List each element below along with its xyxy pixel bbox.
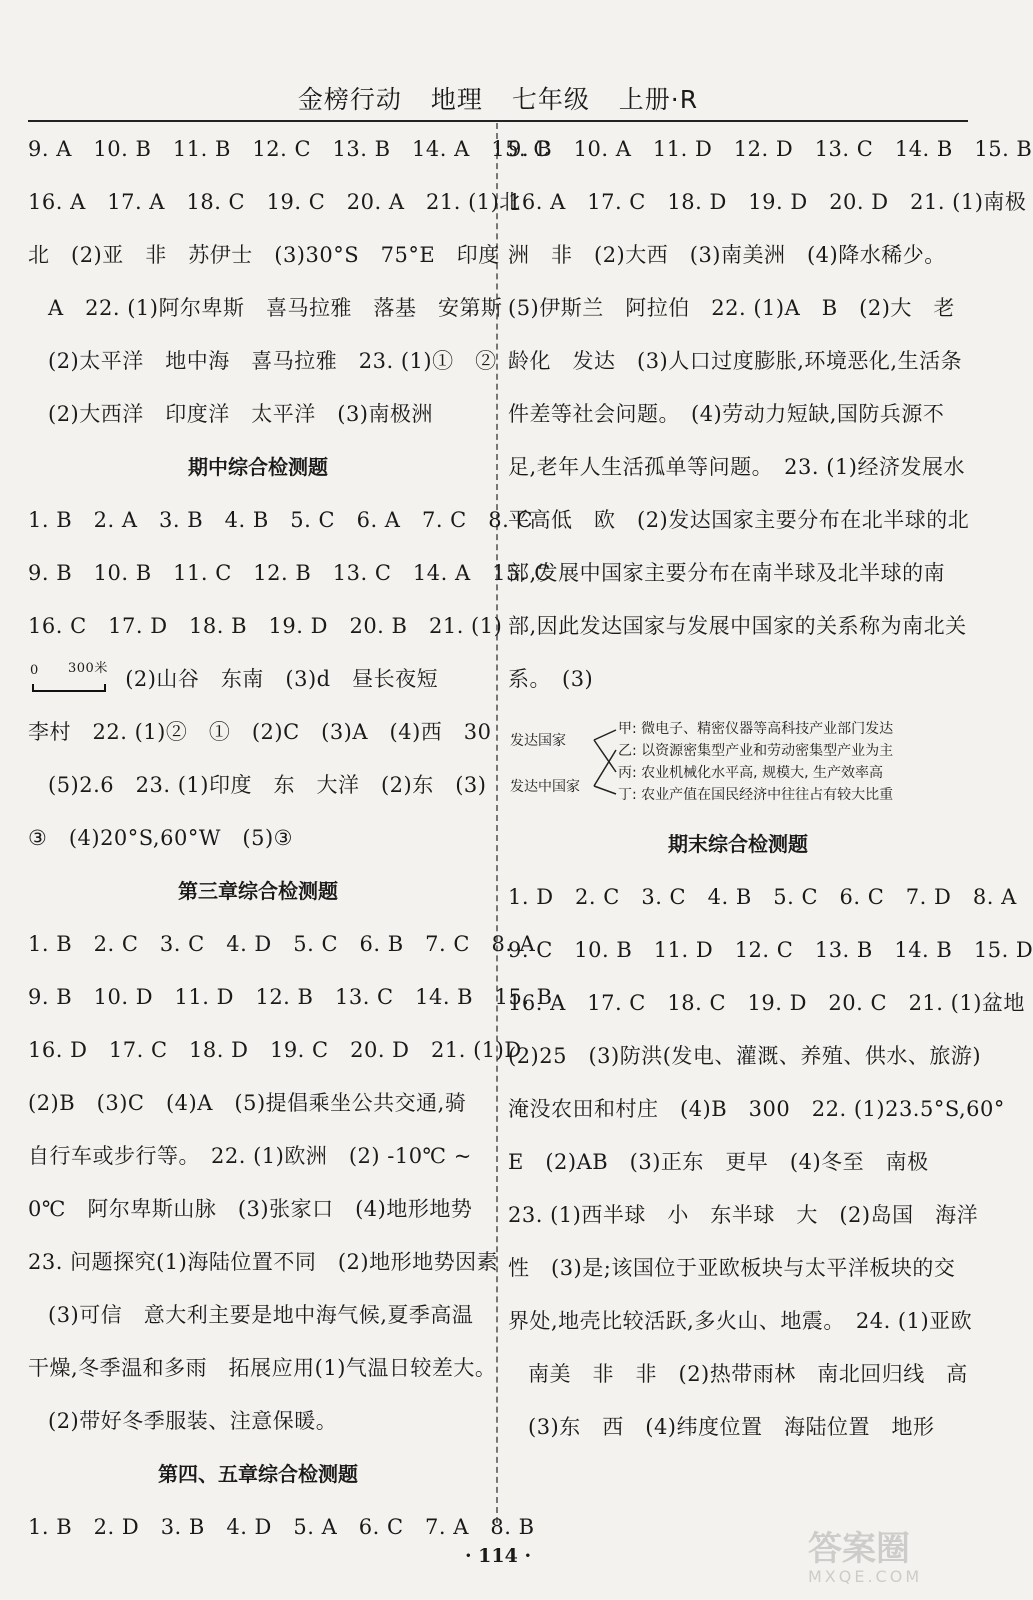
header-series: 金榜行动 — [297, 85, 402, 114]
scale-bar-line — [32, 684, 106, 692]
answer-line: 足,老年人生活孤单等问题。 23. (1)经济发展水 — [508, 455, 965, 479]
header-grade: 七年级 — [511, 85, 590, 114]
diagram-item: 甲: 微电子、精密仪器等高科技产业部门发达 — [618, 721, 894, 737]
answer-line: 李村 22. (1)② ① (2)C (3)A (4)西 30 — [28, 720, 492, 744]
answer-line: (3)东 西 (4)纬度位置 海陆位置 地形 — [528, 1415, 935, 1439]
answer-line: 1. B 2. A 3. B 4. B 5. C 6. A 7. C 8. C — [28, 508, 534, 532]
answer-line: 9. B 10. A 11. D 12. D 13. C 14. B 15. B — [508, 137, 1033, 161]
answer-line: 1. D 2. C 3. C 4. B 5. C 6. C 7. D 8. A — [508, 885, 1017, 909]
diagram-item: 乙: 以资源密集型产业和劳动密集型产业为主 — [618, 743, 894, 759]
answer-line: 16. D 17. C 18. D 19. C 20. D 21. (1)D — [28, 1038, 522, 1062]
answer-line: ③ (4)20°S,60°W (5)③ — [28, 826, 293, 850]
answer-line: (2)太平洋 地中海 喜马拉雅 23. (1)① ② — [48, 349, 497, 373]
answer-line: 平高低 欧 (2)发达国家主要分布在北半球的北 — [508, 508, 970, 532]
page-number: · 114 · — [464, 1545, 532, 1567]
answer-line: 界处,地壳比较活跃,多火山、地震。 24. (1)亚欧 — [508, 1309, 973, 1333]
answer-line: E (2)AB (3)正东 更早 (4)冬至 南极 — [508, 1150, 929, 1174]
answer-line: 洲 非 (2)大西 (3)南美洲 (4)降水稀少。 — [508, 243, 946, 267]
answer-line: 16. A 17. A 18. C 19. C 20. A 21. (1)北 — [28, 190, 521, 214]
answer-line: 干燥,冬季温和多雨 拓展应用(1)气温日较差大。 — [28, 1356, 497, 1380]
answer-line: 9. A 10. B 11. B 12. C 13. B 14. A 15. C — [28, 137, 550, 161]
answer-line: 16. A 17. C 18. D 19. D 20. D 21. (1)南极 — [508, 190, 1027, 214]
answer-line: (3)可信 意大利主要是地中海气候,夏季高温 — [48, 1303, 474, 1327]
answer-text: (2)山谷 东南 (3)d 昼长夜短 — [125, 667, 439, 691]
page-header — [28, 80, 968, 122]
scale-zero: 0 — [30, 662, 39, 678]
header-subject: 地理 — [430, 85, 483, 114]
answer-line: (2)25 (3)防洪(发电、灌溉、养殖、供水、旅游) — [508, 1044, 982, 1068]
answer-line: 淹没农田和村庄 (4)B 300 22. (1)23.5°S,60° — [508, 1097, 1005, 1121]
answer-line: 部,因此发达国家与发展中国家的关系称为南北关 — [508, 614, 967, 638]
watermark-text: 答案圈 — [808, 1529, 910, 1569]
diagram-label-developing: 发达中国家 — [510, 779, 580, 795]
answer-line: 部,发展中国家主要分布在南半球及北半球的南 — [508, 561, 946, 585]
answer-line: A 22. (1)阿尔卑斯 喜马拉雅 落基 安第斯 — [48, 296, 503, 320]
answer-line: 0℃ 阿尔卑斯山脉 (3)张家口 (4)地形地势 — [28, 1197, 473, 1221]
scale-bar — [28, 660, 118, 696]
right-column — [508, 123, 1033, 1454]
answer-line: 自行车或步行等。 22. (1)欧洲 (2) -10℃ ~ — [28, 1144, 472, 1168]
section-title-chapter3: 第三章综合检测题 — [178, 879, 338, 903]
answer-line: 9. B 10. D 11. D 12. B 13. C 14. B 15. B — [28, 985, 553, 1009]
answer-line: (5)2.6 23. (1)印度 东 大洋 (2)东 (3) — [48, 773, 487, 797]
section-title-chapter4-5: 第四、五章综合检测题 — [158, 1462, 358, 1486]
answer-line: 16. C 17. D 18. B 19. D 20. B 21. (1) — [28, 614, 503, 638]
diagram-item: 丙: 农业机械化水平高, 规模大, 生产效率高 — [618, 765, 883, 781]
answer-line: 龄化 发达 (3)人口过度膨胀,环境恶化,生活条 — [508, 349, 963, 373]
answer-line: 1. B 2. C 3. C 4. D 5. C 6. B 7. C 8. A — [28, 932, 536, 956]
answer-line: 16. A 17. C 18. C 19. D 20. C 21. (1)盆地 — [508, 991, 1025, 1015]
watermark-url: MXQE.COM — [808, 1567, 923, 1586]
answer-line: 23. 问题探究(1)海陆位置不同 (2)地形地势因素 — [28, 1250, 499, 1274]
answer-line: 北 (2)亚 非 苏伊士 (3)30°S 75°E 印度 — [28, 243, 500, 267]
scale-label: 300米 — [68, 660, 108, 676]
answer-line: 件差等社会问题。 (4)劳动力短缺,国防兵源不 — [508, 402, 945, 426]
answer-line: (2)大西洋 印度洋 太平洋 (3)南极洲 — [48, 402, 433, 426]
answer-line: (5)伊斯兰 阿拉伯 22. (1)A B (2)大 老 — [508, 296, 955, 320]
header-volume: 上册·R — [618, 85, 699, 114]
answer-line: (2)带好冬季服装、注意保暖。 — [48, 1409, 338, 1433]
answer-line: (2)B (3)C (4)A (5)提倡乘坐公共交通,骑 — [28, 1091, 467, 1115]
answer-line: 南美 非 非 (2)热带雨林 南北回归线 高 — [528, 1362, 968, 1386]
diagram-label-developed: 发达国家 — [510, 733, 566, 749]
matching-diagram — [508, 706, 968, 818]
diagram-item: 丁: 农业产值在国民经济中往往占有较大比重 — [618, 787, 894, 803]
answer-line: 9. B 10. B 11. C 12. B 13. C 14. A 15. C — [28, 561, 551, 585]
answer-line-with-scale — [28, 653, 488, 706]
answer-line: 系。 (3) — [508, 667, 594, 691]
answer-line: 23. (1)西半球 小 东半球 大 (2)岛国 海洋 — [508, 1203, 979, 1227]
answer-line: 9. C 10. B 11. D 12. C 13. B 14. B 15. D — [508, 938, 1033, 962]
watermark-logo — [808, 1530, 978, 1590]
section-title-final: 期末综合检测题 — [668, 832, 808, 856]
answer-line: 1. B 2. D 3. B 4. D 5. A 6. C 7. A 8. B — [28, 1515, 535, 1539]
section-title-midterm: 期中综合检测题 — [188, 455, 328, 479]
answer-line: 性 (3)是;该国位于亚欧板块与太平洋板块的交 — [508, 1256, 956, 1280]
